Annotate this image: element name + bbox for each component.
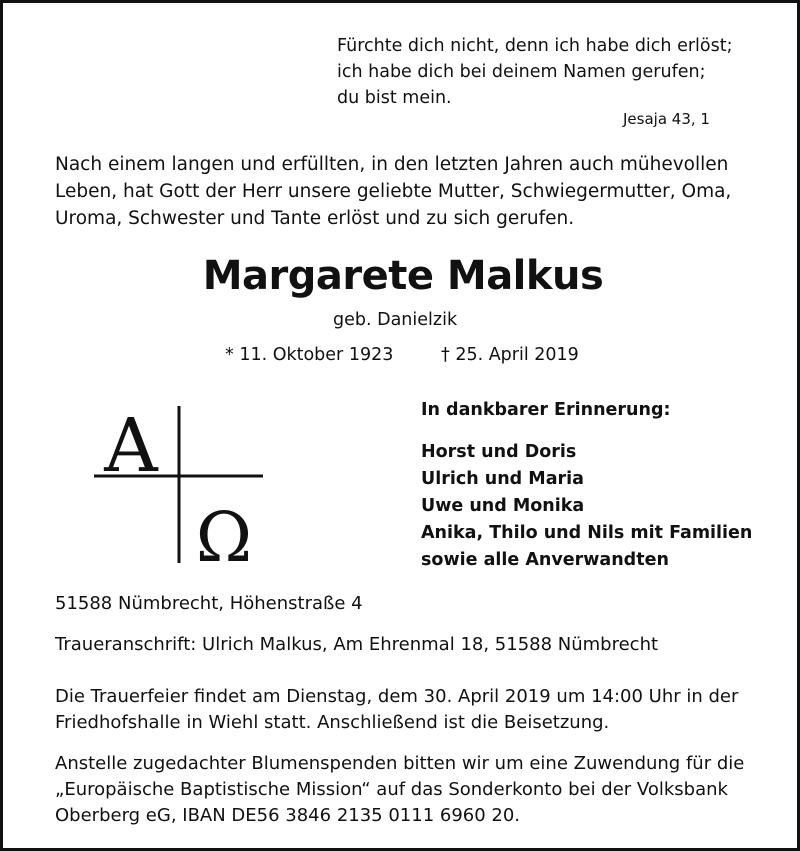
verse-line: ich habe dich bei deinem Namen gerufen;: [337, 62, 706, 82]
home-address: 51588 Nümbrecht, Höhenstraße 4: [55, 593, 363, 614]
donation-line: Oberberg eG, IBAN DE56 3846 2135 0111 6960 20.: [55, 805, 521, 826]
mourners-heading: In dankbarer Erinnerung:: [421, 400, 671, 420]
mourner-item: Anika, Thilo und Nils mit Familien: [421, 523, 753, 543]
donation-info: [55, 751, 744, 829]
ceremony-info: [55, 684, 738, 736]
deceased-name: Margarete Malkus: [202, 253, 604, 299]
intro-line: Leben, hat Gott der Herr unsere geliebte Mutter, Schwiegermutter, Oma,: [55, 181, 732, 202]
mourners-list: [421, 439, 752, 574]
donation-line: Anstelle zugedachter Blumenspenden bitten wir um eine Zuwendung für die: [55, 753, 745, 774]
intro-line: Uroma, Schwester und Tante erlöst und zu sich gerufen.: [55, 208, 575, 229]
alpha-omega-cross-icon: [91, 403, 271, 568]
verse-reference: Jesaja 43, 1: [623, 110, 710, 128]
ceremony-line: Friedhofshalle in Wiehl statt. Anschließend ist die Beisetzung.: [55, 712, 610, 733]
maiden-name: geb. Danielzik: [333, 310, 458, 330]
bible-verse: [337, 33, 732, 111]
mourning-address: Traueranschrift: Ulrich Malkus, Am Ehrenmal 18, 51588 Nümbrecht: [55, 634, 659, 655]
omega-glyph: Ω: [195, 499, 253, 568]
intro-text: [55, 151, 731, 232]
mourner-item: Ulrich und Maria: [421, 469, 584, 489]
alpha-glyph: A: [104, 403, 158, 489]
ceremony-line: Die Trauerfeier findet am Dienstag, dem 30. April 2019 um 14:00 Uhr in der: [55, 686, 739, 707]
donation-line: „Europäische Baptistische Mission“ auf das Sonderkonto bei der Volksbank: [55, 779, 728, 800]
mourner-item: Uwe und Monika: [421, 496, 585, 516]
birth-date: * 11. Oktober 1923: [225, 345, 394, 365]
verse-line: du bist mein.: [337, 88, 452, 108]
intro-line: Nach einem langen und erfüllten, in den letzten Jahren auch mühevollen: [55, 154, 729, 175]
mourner-item: sowie alle Anverwandten: [421, 550, 669, 570]
mourner-item: Horst und Doris: [421, 442, 577, 462]
death-date: † 25. April 2019: [441, 345, 579, 365]
verse-line: Fürchte dich nicht, denn ich habe dich erlöst;: [337, 36, 733, 56]
